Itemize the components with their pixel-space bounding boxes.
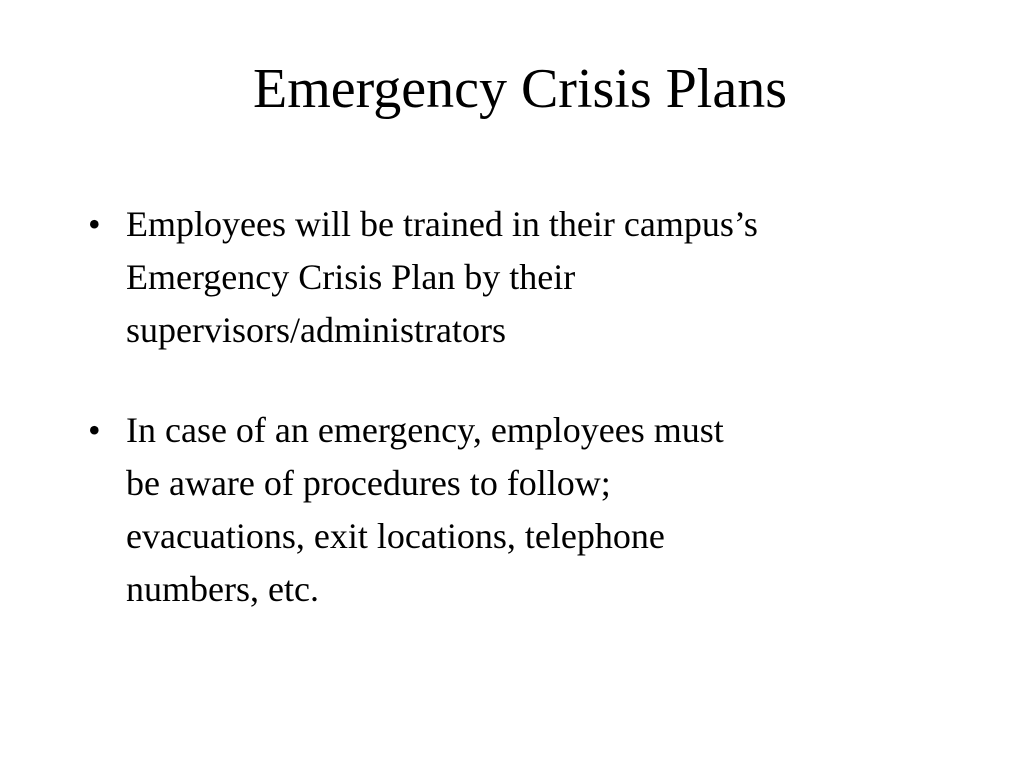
bullet-line: In case of an emergency, employees must	[126, 410, 724, 450]
bullet-icon: •	[88, 204, 101, 244]
bullet-line: Employees will be trained in their campus’s	[126, 204, 758, 244]
bullet-icon: •	[88, 410, 101, 450]
slide-title: Emergency Crisis Plans	[252, 58, 788, 120]
bullet-list	[88, 198, 908, 616]
bullet-line: be aware of procedures to follow;	[126, 463, 611, 503]
bullet-item-training	[88, 198, 908, 357]
bullet-item-procedures	[88, 404, 908, 616]
bullet-line: supervisors/administrators	[126, 310, 506, 350]
bullet-line: Emergency Crisis Plan by their	[126, 257, 576, 297]
bullet-line: evacuations, exit locations, telephone	[126, 516, 665, 556]
bullet-line: numbers, etc.	[126, 569, 319, 609]
